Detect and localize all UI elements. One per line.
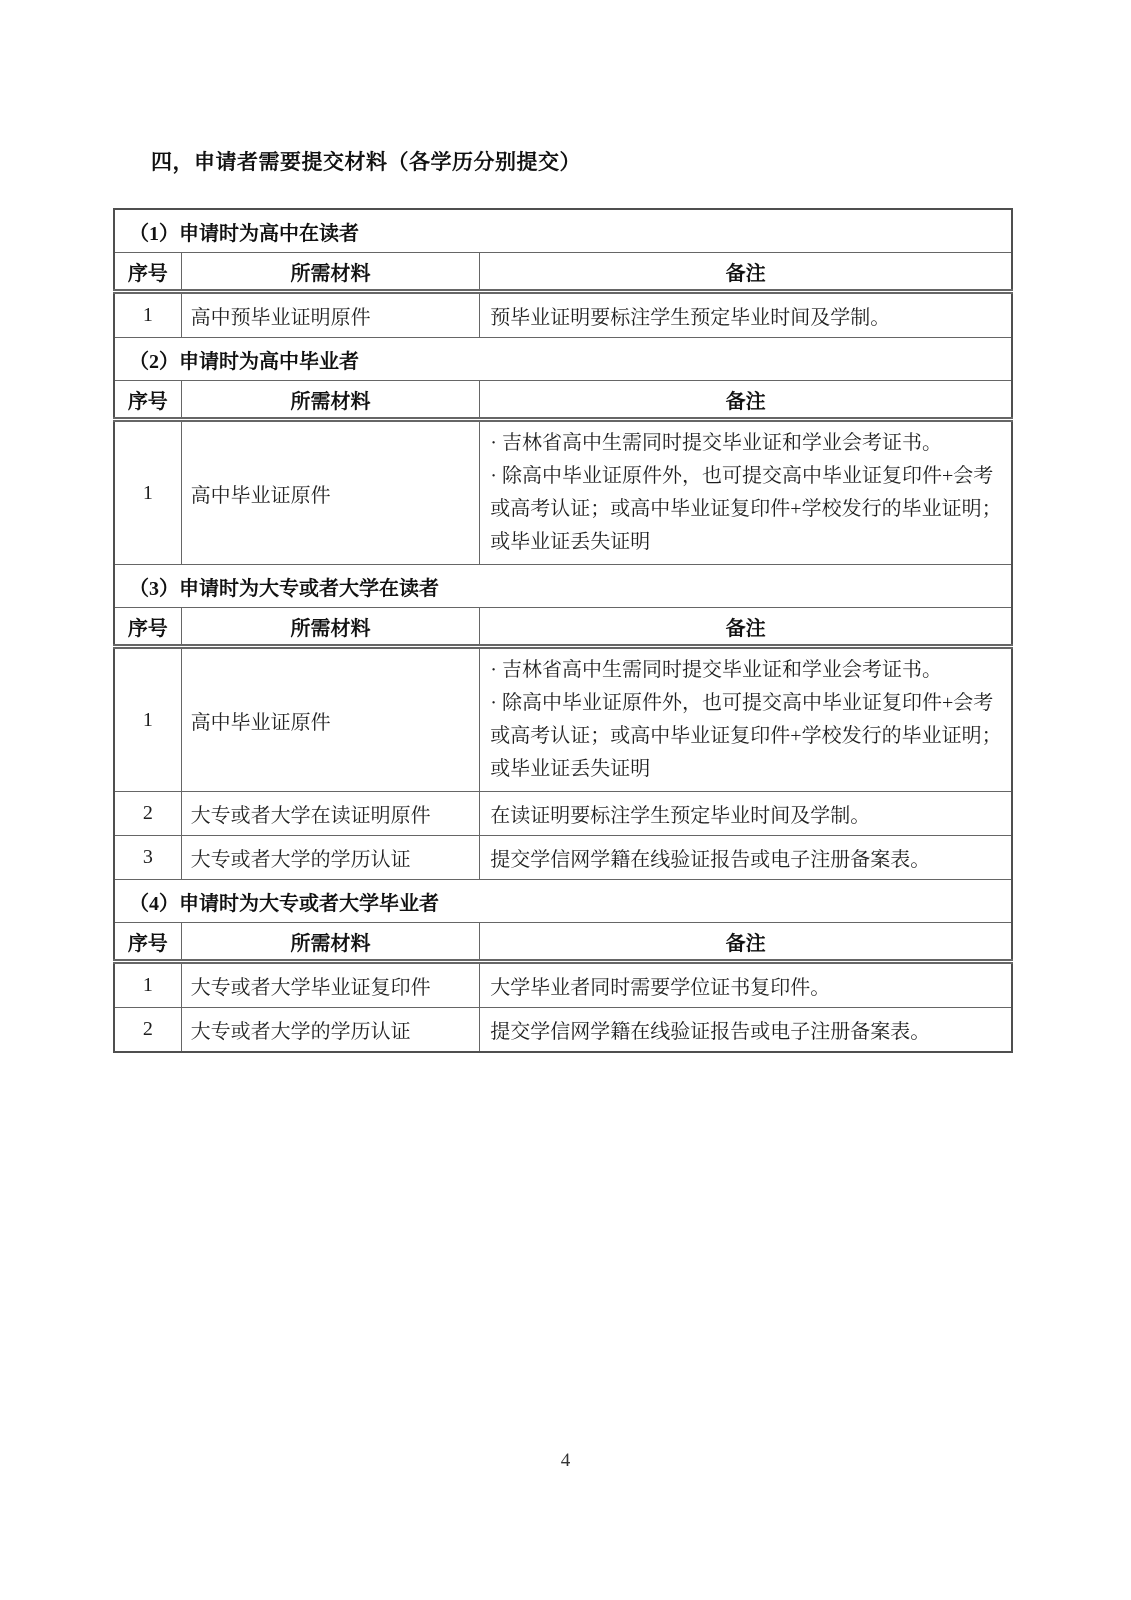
table-row bbox=[114, 420, 1012, 565]
material-cell: 大专或者大学的学历认证 bbox=[181, 1008, 480, 1053]
column-header: 备注 bbox=[480, 381, 1012, 420]
table-row bbox=[114, 792, 1012, 836]
section-title-row bbox=[114, 209, 1012, 253]
table-row bbox=[114, 1008, 1012, 1053]
note-bullet: · 吉林省高中生需同时提交毕业证和学业会考证书。 bbox=[490, 659, 942, 681]
column-header: 序号 bbox=[114, 923, 181, 962]
section-title-row bbox=[114, 565, 1012, 608]
material-cell: 高中毕业证原件 bbox=[181, 647, 480, 792]
column-header: 备注 bbox=[480, 923, 1012, 962]
note-cell bbox=[480, 420, 1012, 565]
column-header: 序号 bbox=[114, 608, 181, 647]
row-number-cell: 2 bbox=[114, 792, 181, 836]
material-cell: 大专或者大学在读证明原件 bbox=[181, 792, 480, 836]
note-cell: 提交学信网学籍在线验证报告或电子注册备案表。 bbox=[480, 836, 1012, 880]
row-number-cell: 1 bbox=[114, 420, 181, 565]
column-header: 序号 bbox=[114, 381, 181, 420]
row-number-cell: 1 bbox=[114, 647, 181, 792]
row-number-cell: 1 bbox=[114, 292, 181, 338]
column-header-row bbox=[114, 923, 1012, 962]
column-header: 序号 bbox=[114, 253, 181, 292]
note-cell bbox=[480, 647, 1012, 792]
column-header: 所需材料 bbox=[181, 381, 480, 420]
note-cell: 提交学信网学籍在线验证报告或电子注册备案表。 bbox=[480, 1008, 1012, 1053]
section-title-row bbox=[114, 880, 1012, 923]
column-header-row bbox=[114, 608, 1012, 647]
section-title: （4）申请时为大专或者大学毕业者 bbox=[114, 880, 1012, 923]
table-row bbox=[114, 836, 1012, 880]
material-cell: 大专或者大学的学历认证 bbox=[181, 836, 480, 880]
material-cell: 高中毕业证原件 bbox=[181, 420, 480, 565]
table-row bbox=[114, 292, 1012, 338]
section-title-row bbox=[114, 338, 1012, 381]
column-header: 备注 bbox=[480, 608, 1012, 647]
column-header: 所需材料 bbox=[181, 923, 480, 962]
page-title: 四，申请者需要提交材料（各学历分别提交） bbox=[151, 150, 581, 174]
materials-table-body bbox=[114, 209, 1012, 1052]
page-number: 4 bbox=[560, 1450, 571, 1471]
note-cell: 在读证明要标注学生预定毕业时间及学制。 bbox=[480, 792, 1012, 836]
column-header-row bbox=[114, 381, 1012, 420]
column-header: 所需材料 bbox=[181, 608, 480, 647]
row-number-cell: 2 bbox=[114, 1008, 181, 1053]
material-cell: 大专或者大学毕业证复印件 bbox=[181, 962, 480, 1008]
table-row bbox=[114, 962, 1012, 1008]
materials-table-container bbox=[113, 208, 1013, 1053]
note-bullet: · 吉林省高中生需同时提交毕业证和学业会考证书。 bbox=[490, 432, 942, 454]
column-header: 所需材料 bbox=[181, 253, 480, 292]
materials-table bbox=[113, 208, 1013, 1053]
note-cell: 预毕业证明要标注学生预定毕业时间及学制。 bbox=[480, 292, 1012, 338]
table-row bbox=[114, 647, 1012, 792]
note-cell: 大学毕业者同时需要学位证书复印件。 bbox=[480, 962, 1012, 1008]
section-title: （1）申请时为高中在读者 bbox=[114, 209, 1012, 253]
column-header: 备注 bbox=[480, 253, 1012, 292]
note-bullet: · 除高中毕业证原件外，也可提交高中毕业证复印件+会考或高考认证；或高中毕业证复印件+学校发行的毕业证明；或毕业证丢失证明 bbox=[490, 465, 1002, 553]
row-number-cell: 3 bbox=[114, 836, 181, 880]
column-header-row bbox=[114, 253, 1012, 292]
note-bullet: · 除高中毕业证原件外，也可提交高中毕业证复印件+会考或高考认证；或高中毕业证复印件+学校发行的毕业证明；或毕业证丢失证明 bbox=[490, 692, 1002, 780]
material-cell: 高中预毕业证明原件 bbox=[181, 292, 480, 338]
row-number-cell: 1 bbox=[114, 962, 181, 1008]
section-title: （2）申请时为高中毕业者 bbox=[114, 338, 1012, 381]
section-title: （3）申请时为大专或者大学在读者 bbox=[114, 565, 1012, 608]
